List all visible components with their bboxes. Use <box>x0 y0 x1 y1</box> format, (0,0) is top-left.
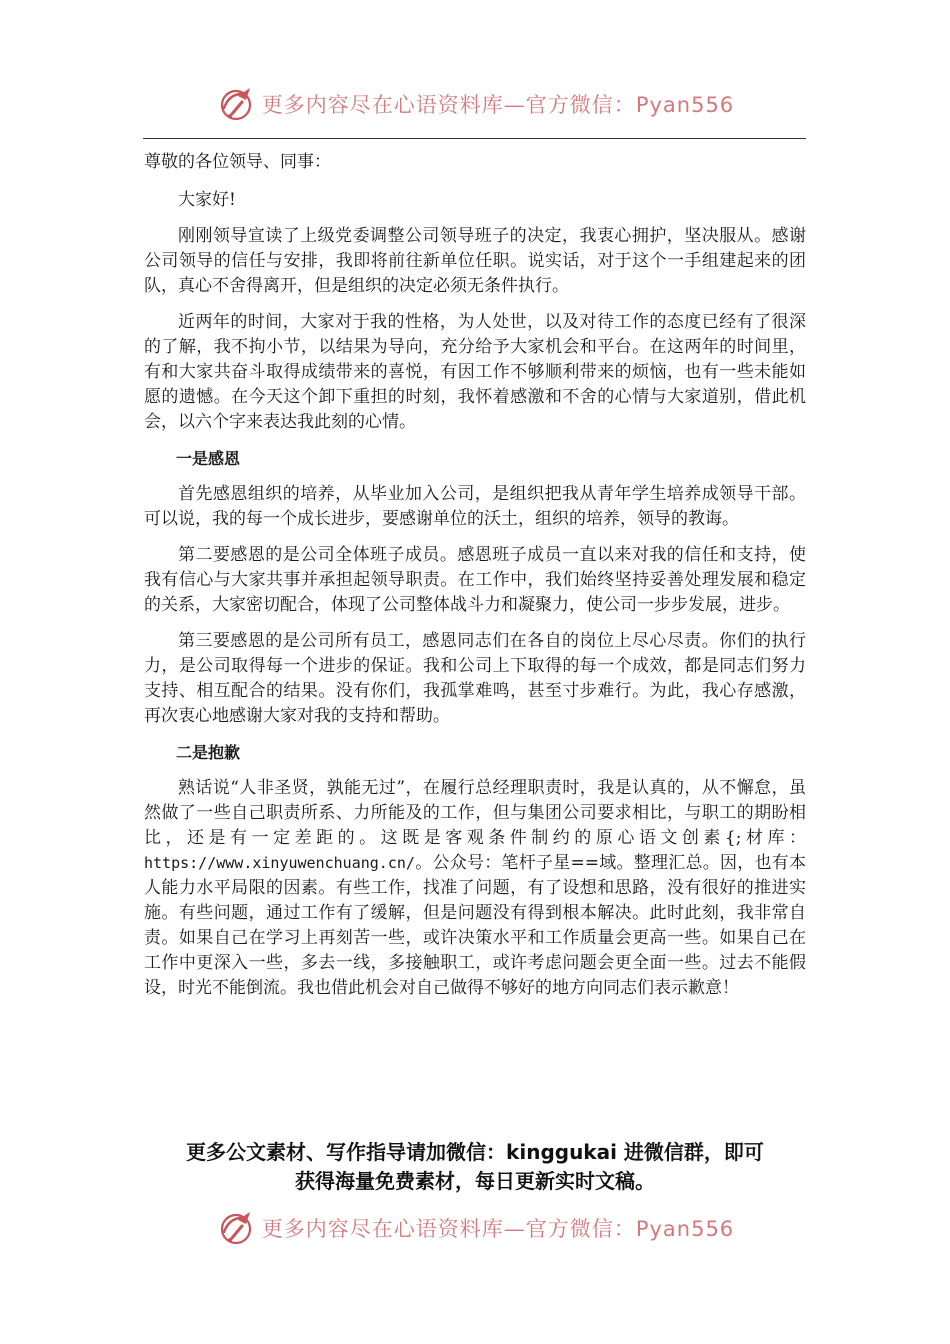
document-body <box>144 150 806 1012</box>
paragraph-6-part-b: 。公众号：笔杆子星==域。整理汇总。因，也有本人能力水平局限的因素。有些工作，找准了问题，有了设想和思路，没有很好的推进实施。有些问题，通过工作有了缓解，但是问题没有得到根本解决。此时此刻，我非常自责。如果自己在学习上再刻苦一些，或许决策水平和工作质量会更高一些。如果自己在工作中更深入一些，多去一线，多接触职工，或许考虑问题会更全面一些。过去不能假设，时光不能倒流。我也借此机会对自己做得不够好的地方向同志们表示歉意！ <box>144 853 806 998</box>
promo-block <box>100 1138 850 1196</box>
brand-title <box>262 89 734 119</box>
pen-nib-logo-icon <box>216 1208 256 1248</box>
footer-brand-handle: Pyan556 <box>635 1217 735 1241</box>
footer-brand <box>0 1208 950 1248</box>
greeting: 大家好! <box>178 190 236 210</box>
header-brand <box>0 84 950 124</box>
paragraph-6-part-a: 熟话说“人非圣贤，孰能无过”，在履行总经理职责时，我是认真的，从不懈怠，虽然做了一些自己职责所系、力所能及的工作，但与集团公司要求相比，与职工的期盼相比，还是有一定差距的。这既是客观条件制约的原心语文创素{;材库： <box>144 778 806 848</box>
paragraph-6-url: https://www.xinyuwenchuang.cn/ <box>144 854 415 872</box>
salutation: 尊敬的各位领导、同事： <box>144 152 331 172</box>
paragraph-1: 刚刚领导宣读了上级党委调整公司领导班子的决定，我衷心拥护，坚决服从。感谢公司领导的信任与安排，我即将前往新单位任职。说实话，对于这个一手组建起来的团队，真心不舍得离开，但是组织的决定必须无条件执行。 <box>144 226 806 296</box>
section-heading-gratitude: 一是感恩 <box>176 449 241 468</box>
paragraph-6 <box>144 776 806 1001</box>
brand-handle: Pyan556 <box>635 93 735 117</box>
paragraph-4: 第二要感恩的是公司全体班子成员。感恩班子成员一直以来对我的信任和支持，使我有信心与大家共事并承担起领导职责。在工作中，我们始终坚持妥善处理发展和稳定的关系，大家密切配合，体现了公司整体战斗力和凝聚力，使公司一步步发展，进步。 <box>144 545 806 615</box>
footer-brand-text: 更多内容尽在心语资料库—官方微信： <box>261 1217 636 1241</box>
pen-nib-logo-icon <box>216 84 256 124</box>
promo-line-2: 获得海量免费素材，每日更新实时文稿。 <box>295 1169 655 1193</box>
paragraph-2: 近两年的时间，大家对于我的性格，为人处世，以及对待工作的态度已经有了很深的了解，我不拘小节，以结果为导向，充分给予大家机会和平台。在这两年的时间里，有和大家共奋斗取得成绩带来的喜悦，有因工作不够顺利带来的烦恼，也有一些未能如愿的遗憾。在今天这个卸下重担的时刻，我怀着感激和不舍的心情与大家道别，借此机会，以六个字来表达我此刻的心情。 <box>144 312 806 432</box>
promo-line-1: 更多公文素材、写作指导请加微信：kinggukai 进微信群，即可 <box>186 1140 764 1164</box>
header-divider <box>143 138 806 139</box>
brand-text: 更多内容尽在心语资料库—官方微信： <box>261 93 636 117</box>
section-heading-apology: 二是抱歉 <box>176 743 241 762</box>
paragraph-5: 第三要感恩的是公司所有员工，感恩同志们在各自的岗位上尽心尽责。你们的执行力，是公司取得每一个进步的保证。我和公司上下取得的每一个成效，都是同志们努力支持、相互配合的结果。没有你们，我孤掌难鸣，甚至寸步难行。为此，我心存感激，再次衷心地感谢大家对我的支持和帮助。 <box>144 631 806 726</box>
paragraph-3: 首先感恩组织的培养，从毕业加入公司，是组织把我从青年学生培养成领导干部。可以说，我的每一个成长进步，要感谢单位的沃土，组织的培养，领导的教诲。 <box>144 484 806 529</box>
footer-brand-title <box>262 1213 734 1243</box>
